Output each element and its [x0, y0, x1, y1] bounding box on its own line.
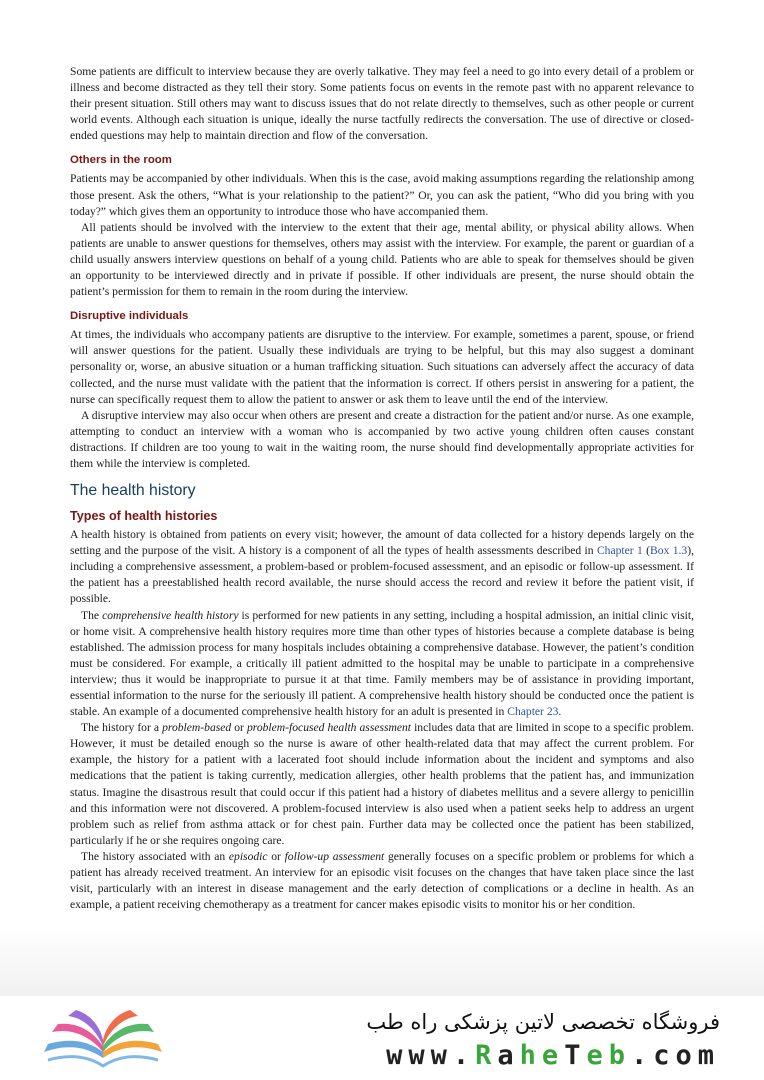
chapter-23-link[interactable]: Chapter 23 — [507, 705, 559, 719]
open-book-logo-icon — [38, 1008, 168, 1072]
intro-paragraph: Some patients are difficult to interview because they are overly talkative. They may feel a need to go into every detail of a problem or illness and become distracted as they tell their story. Some patients focus on events in the remote past with no apparent relevance to their present situation. Still others may want to discuss issues that do not relate directly to themselves, such as other people or current world events. Although each situation is unique, ideally the nurse tactfully redirects the conversation. The use of directive or closed-ended questions may help to maintain direction and flow of the conversation. — [70, 65, 694, 143]
url-part: eb — [586, 1040, 631, 1071]
disruptive-paragraph-2: A disruptive interview may also occur when others are present and create a distraction for the patient and/or nurse. As one example, attempting to conduct an interview with a woman who is accompanied by two active young children often causes constant distractions. If children are too young to wait in the waiting room, the nurse should find developmentally appropriate activities for them while the interview is completed. — [70, 408, 694, 470]
url-part: a — [497, 1040, 520, 1071]
text-run: ( — [642, 544, 651, 558]
url-part: he — [519, 1040, 565, 1071]
disruptive-individuals-heading: Disruptive individuals — [70, 310, 189, 323]
emphasis-term: episodic — [228, 849, 268, 863]
others-in-room-heading: Others in the room — [70, 154, 172, 167]
disruptive-paragraph-1: At times, the individuals who accompany patients are disruptive to the interview. For example, sometimes a parent, spouse, or friend will answer questions for the patient. Usually these individuals are trying to be helpful, but this may also suggest a dominant personality or, worse, an abusive situation or a human trafficking situation. Such situations can adversely affect the accuracy of data collected, and the nurse must validate with the patient that the information is correct. If others persist in answering for a patient, the nurse can specifically request them to allow the patient to answer or ask them to leave until the end of the interview. — [70, 328, 694, 406]
url-part: R — [475, 1040, 498, 1071]
text-run: The history for a — [81, 721, 163, 735]
emphasis-term: problem-focused health assessment — [246, 721, 412, 735]
text-run: includes data that are limited in scope to a specific problem. However, it must be detailed enough so the nurse is aware of other health-related data that may affect the current problem. For example, the history for a patient with a lacerated foot should include information about the incident and symptoms and also medications that the patient is taking currently, medication allergies, other health problems that the patient has, and immunization status. Imagine the disastrous result that could occur if this patient had a history of diabetes mellitus and a severe allergy to penicillin and this information were not discovered. A problem-focused interview is also used when a patient seeks help to address an urgent problem such as relief from asthma attack or for chest pain. Further data may be collected once the patient has been stabilized, particularly if he or she requires ongoing care. — [70, 721, 694, 847]
emphasis-term: follow-up assessment — [284, 849, 385, 863]
text-run: generally focuses on a specific problem or problems for which a patient has already received treatment. An interview for an episodic visit focuses on the changes that have taken place since the last visit, particularly with an interest in disease management and the early detection of complications or a decline in health. As an example, a patient receiving chemotherapy as a treatment for cancer makes episodic visits to monitor his or her condition. — [70, 849, 694, 912]
text-run: A health history is obtained from patients on every visit; however, the amount of data collected for a history depends largely on the setting and the purpose of the visit. A history is a component of all the types of health assessments described in — [70, 528, 694, 558]
health-history-paragraph-2 — [70, 608, 694, 721]
box-1-3-link[interactable]: Box 1.3 — [650, 544, 688, 558]
health-history-heading: The health history — [70, 482, 196, 500]
page-content — [70, 64, 694, 913]
url-part: T — [564, 1040, 587, 1071]
text-run: or — [267, 849, 285, 863]
url-part: www. — [386, 1040, 476, 1071]
others-paragraph-2: All patients should be involved with the interview to the extent that their age, mental ability, or physical ability allows. When patients are unable to answer questions for themselves, others may assist with the interview. For example, the parent or guardian of a child usually answers interview questions on behalf of a young child. Patients who are able to speak for themselves should be given an opportunity to be interviewed directly and in private if possible. If other individuals are present, the nurse should obtain the patient’s permission for them to remain in the room during the interview. — [70, 220, 694, 299]
emphasis-term: comprehensive health history — [102, 608, 239, 622]
bottom-fade-overlay — [0, 925, 764, 1005]
health-history-paragraph-4 — [70, 849, 694, 913]
others-paragraph-1: Patients may be accompanied by other individuals. When this is the case, avoid making assumptions regarding the relationship among those present. Ask the others, “What is your relationship to the patient?” Or, you can ask the patient, “Who did you bring with you today?” which gives them an opportunity to introduce those who have accompanied them. — [70, 172, 694, 218]
store-name-persian: فروشگاه تخصصی لاتین پزشکی راه طب — [366, 1010, 720, 1034]
url-part: .com — [630, 1040, 720, 1071]
store-url[interactable] — [386, 1040, 720, 1071]
text-run: The — [81, 608, 103, 622]
watermark-footer — [0, 996, 764, 1080]
emphasis-term: problem-based — [162, 721, 232, 735]
chapter-1-link[interactable]: Chapter 1 — [596, 544, 643, 558]
text-run: The history associated with an — [81, 849, 229, 863]
text-run: or — [231, 721, 247, 735]
text-run: . — [558, 705, 562, 719]
text-run: ), including a comprehensive assessment, a problem-based or problem-focused assessment, and an episodic or follow-up assessment. If the patient has a preestablished health record available, the nurse should access the record and review it before the patient visit, if possible. — [70, 544, 694, 606]
text-run: is performed for new patients in any setting, including a hospital admission, an initial clinic visit, or home visit. A comprehensive health history requires more time than other types of histories because a complete database is being established. The admission process for many hospitals includes obtaining a comprehensive database. However, the patient’s condition must be considered. For example, a critically ill patient admitted to the hospital may be unable to participate in a comprehensive interview; thus it would be inappropriate to pursue it at that time. Family members may be of assistance in providing important, essential information to the nurse for the seriously ill patient. A comprehensive health history should be conducted once the patient is stable. An example of a documented comprehensive health history for an adult is presented in — [70, 608, 694, 719]
types-of-health-histories-heading: Types of health histories — [70, 509, 218, 524]
health-history-paragraph-1 — [70, 527, 694, 607]
health-history-paragraph-3 — [70, 720, 694, 849]
